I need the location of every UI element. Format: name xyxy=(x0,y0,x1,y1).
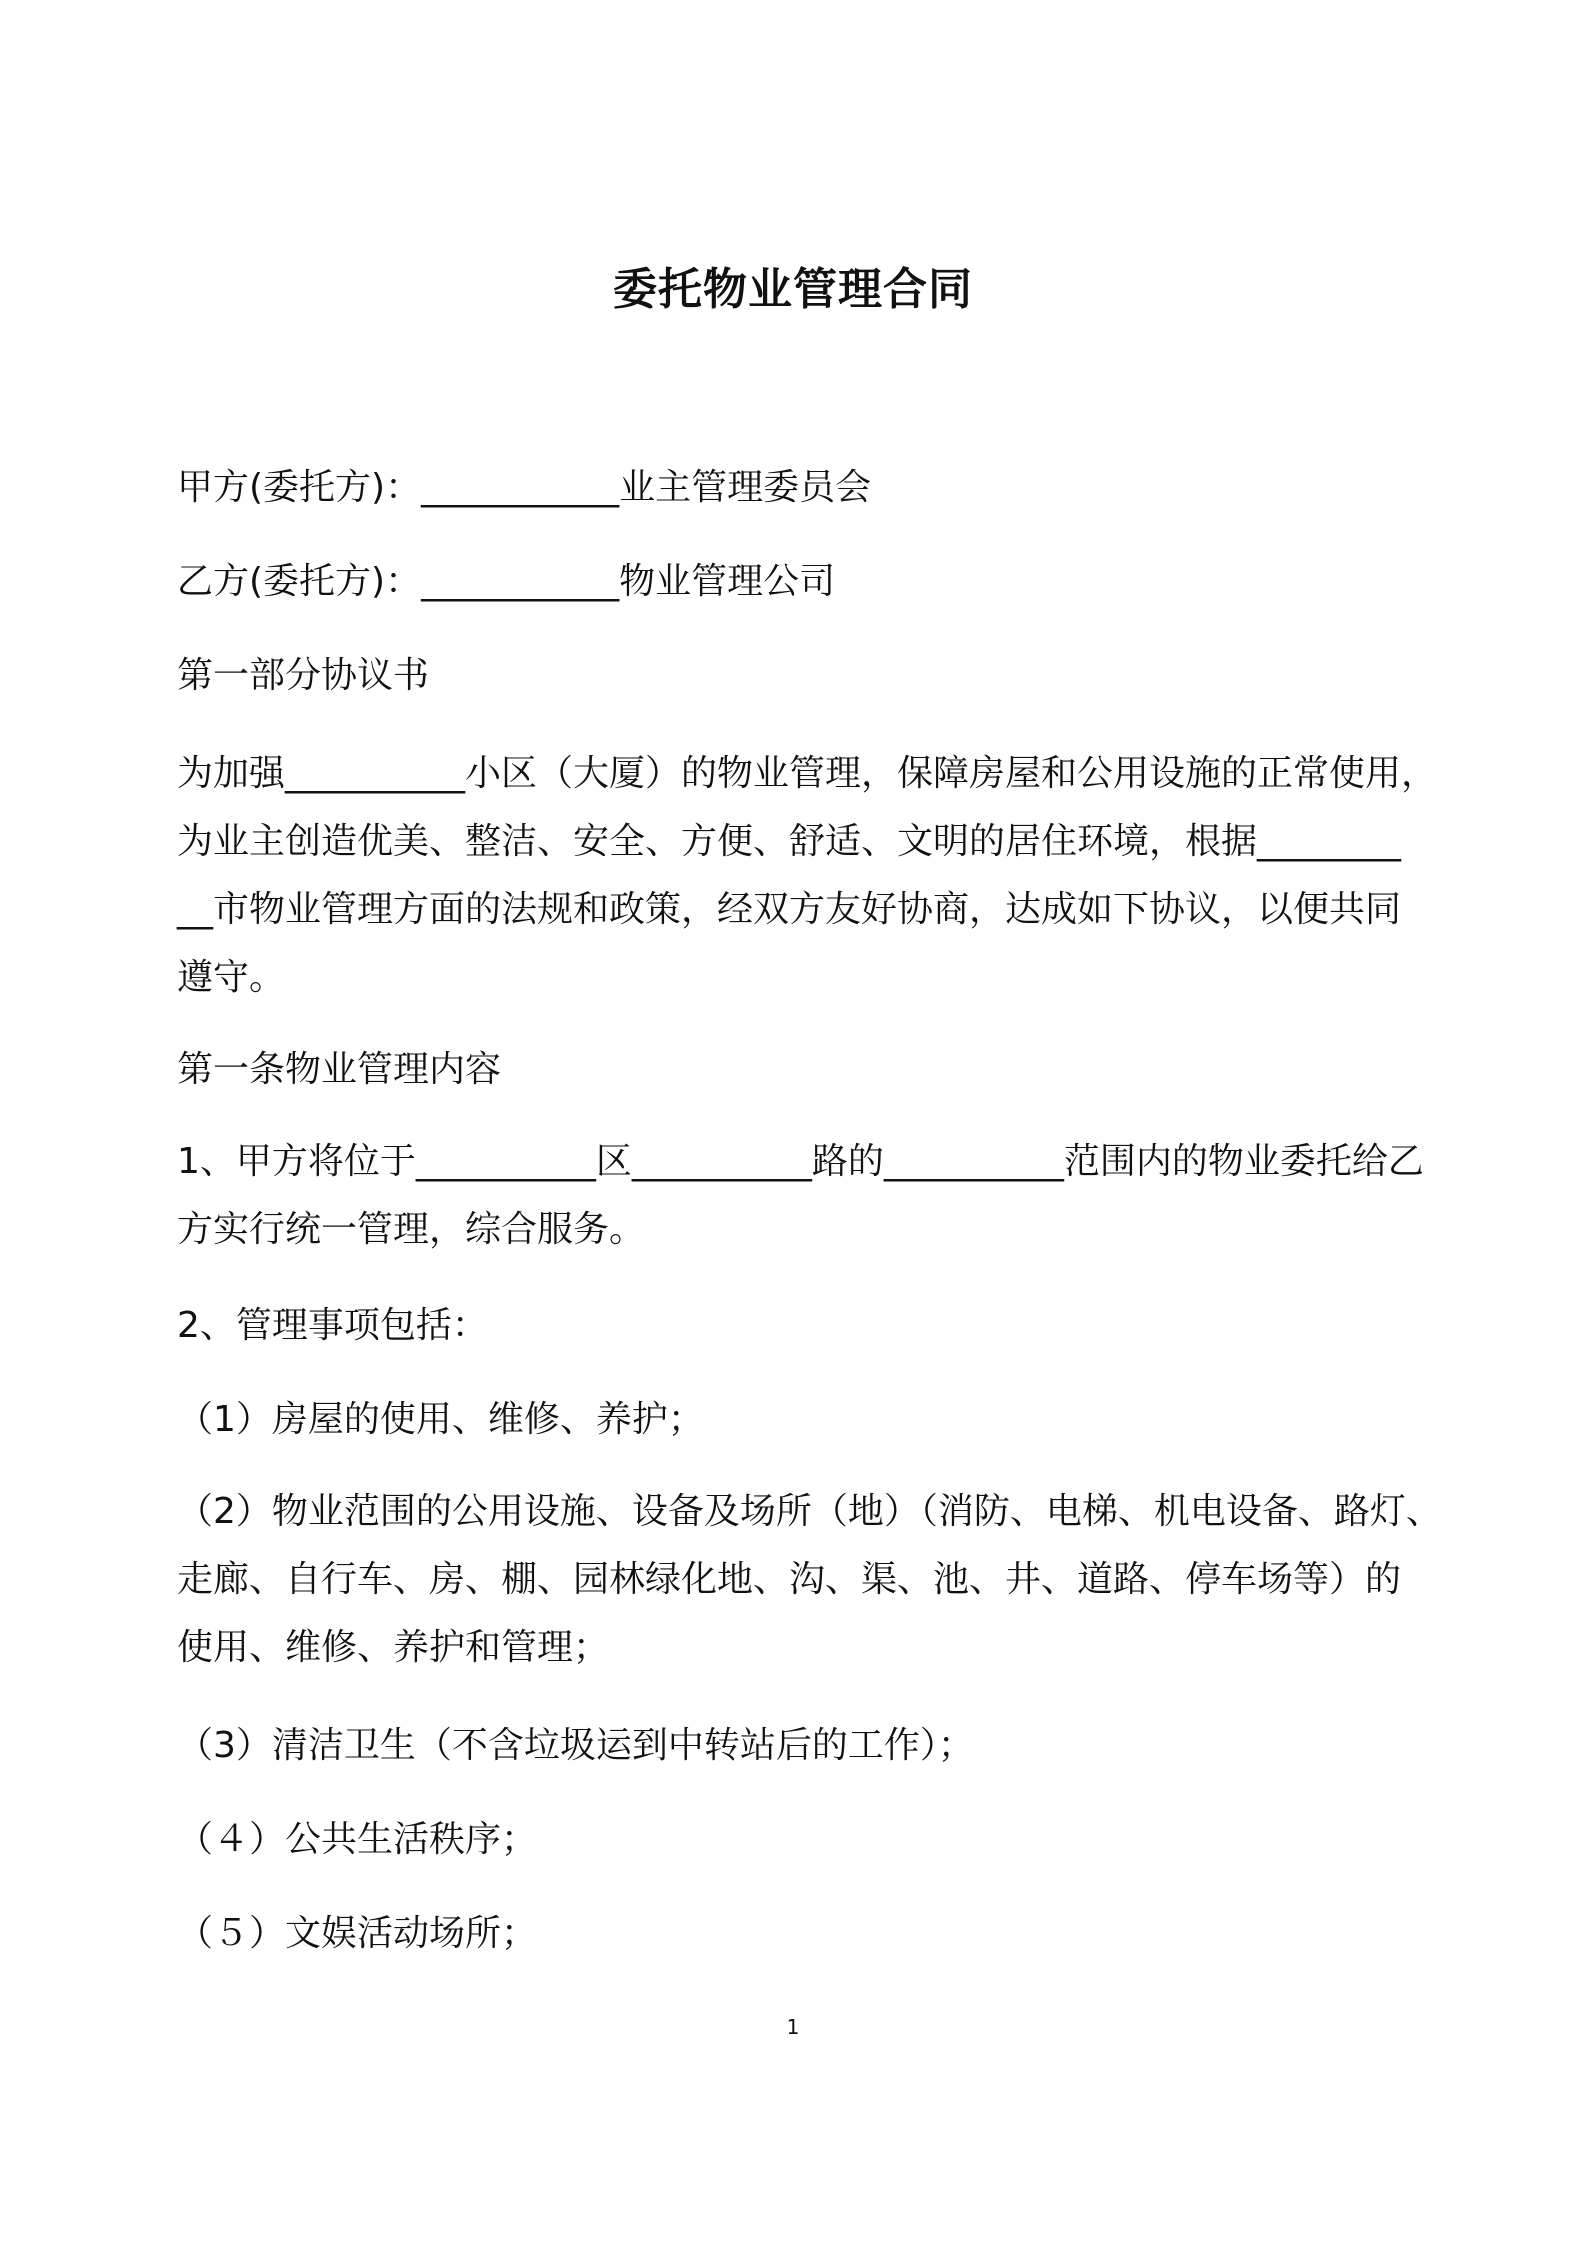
sub-item-1: （1）房屋的使用、维修、养护； xyxy=(177,1399,704,1440)
sub-item-2-paragraph xyxy=(177,1478,1467,1682)
article-one-heading: 第一条物业管理内容 xyxy=(177,1049,502,1090)
sub-item-5: （５）文娱活动场所； xyxy=(177,1913,538,1954)
page-number: 1 xyxy=(786,2015,800,2039)
party-a-line: 甲方(委托方)：___________业主管理委员会 xyxy=(177,467,872,508)
document-title: 委托物业管理合同 xyxy=(613,264,973,315)
preamble-line: 遵守。 xyxy=(177,957,286,998)
preamble-paragraph xyxy=(177,740,1467,1012)
item-1-line: 1、甲方将位于__________区__________路的__________范围内的物业委托给乙 xyxy=(177,1141,1424,1182)
item-1-line: 方实行统一管理，综合服务。 xyxy=(177,1209,646,1250)
part-one-heading: 第一部分协议书 xyxy=(177,655,430,696)
item-1-paragraph xyxy=(177,1128,1467,1264)
sub-item-3: （3）清洁卫生（不含垃圾运到中转站后的工作）； xyxy=(177,1725,974,1766)
sub-item-2-line: （2）物业范围的公用设施、设备及场所（地）（消防、电梯、机电设备、路灯、 xyxy=(177,1491,1442,1532)
sub-item-2-line: 使用、维修、养护和管理； xyxy=(177,1627,610,1668)
party-b-line: 乙方(委托方)：___________物业管理公司 xyxy=(177,561,836,602)
sub-item-4: （４）公共生活秩序； xyxy=(177,1819,538,1860)
preamble-line: 为加强__________小区（大厦）的物业管理，保障房屋和公用设施的正常使用， xyxy=(177,753,1438,794)
preamble-line: __市物业管理方面的法规和政策，经双方友好协商，达成如下协议，以便共同 xyxy=(177,889,1402,930)
item-2-line: 2、管理事项包括： xyxy=(177,1305,488,1346)
sub-item-2-line: 走廊、自行车、房、棚、园林绿化地、沟、渠、池、井、道路、停车场等）的 xyxy=(177,1559,1402,1600)
preamble-line: 为业主创造优美、整洁、安全、方便、舒适、文明的居住环境，根据________ xyxy=(177,821,1402,862)
